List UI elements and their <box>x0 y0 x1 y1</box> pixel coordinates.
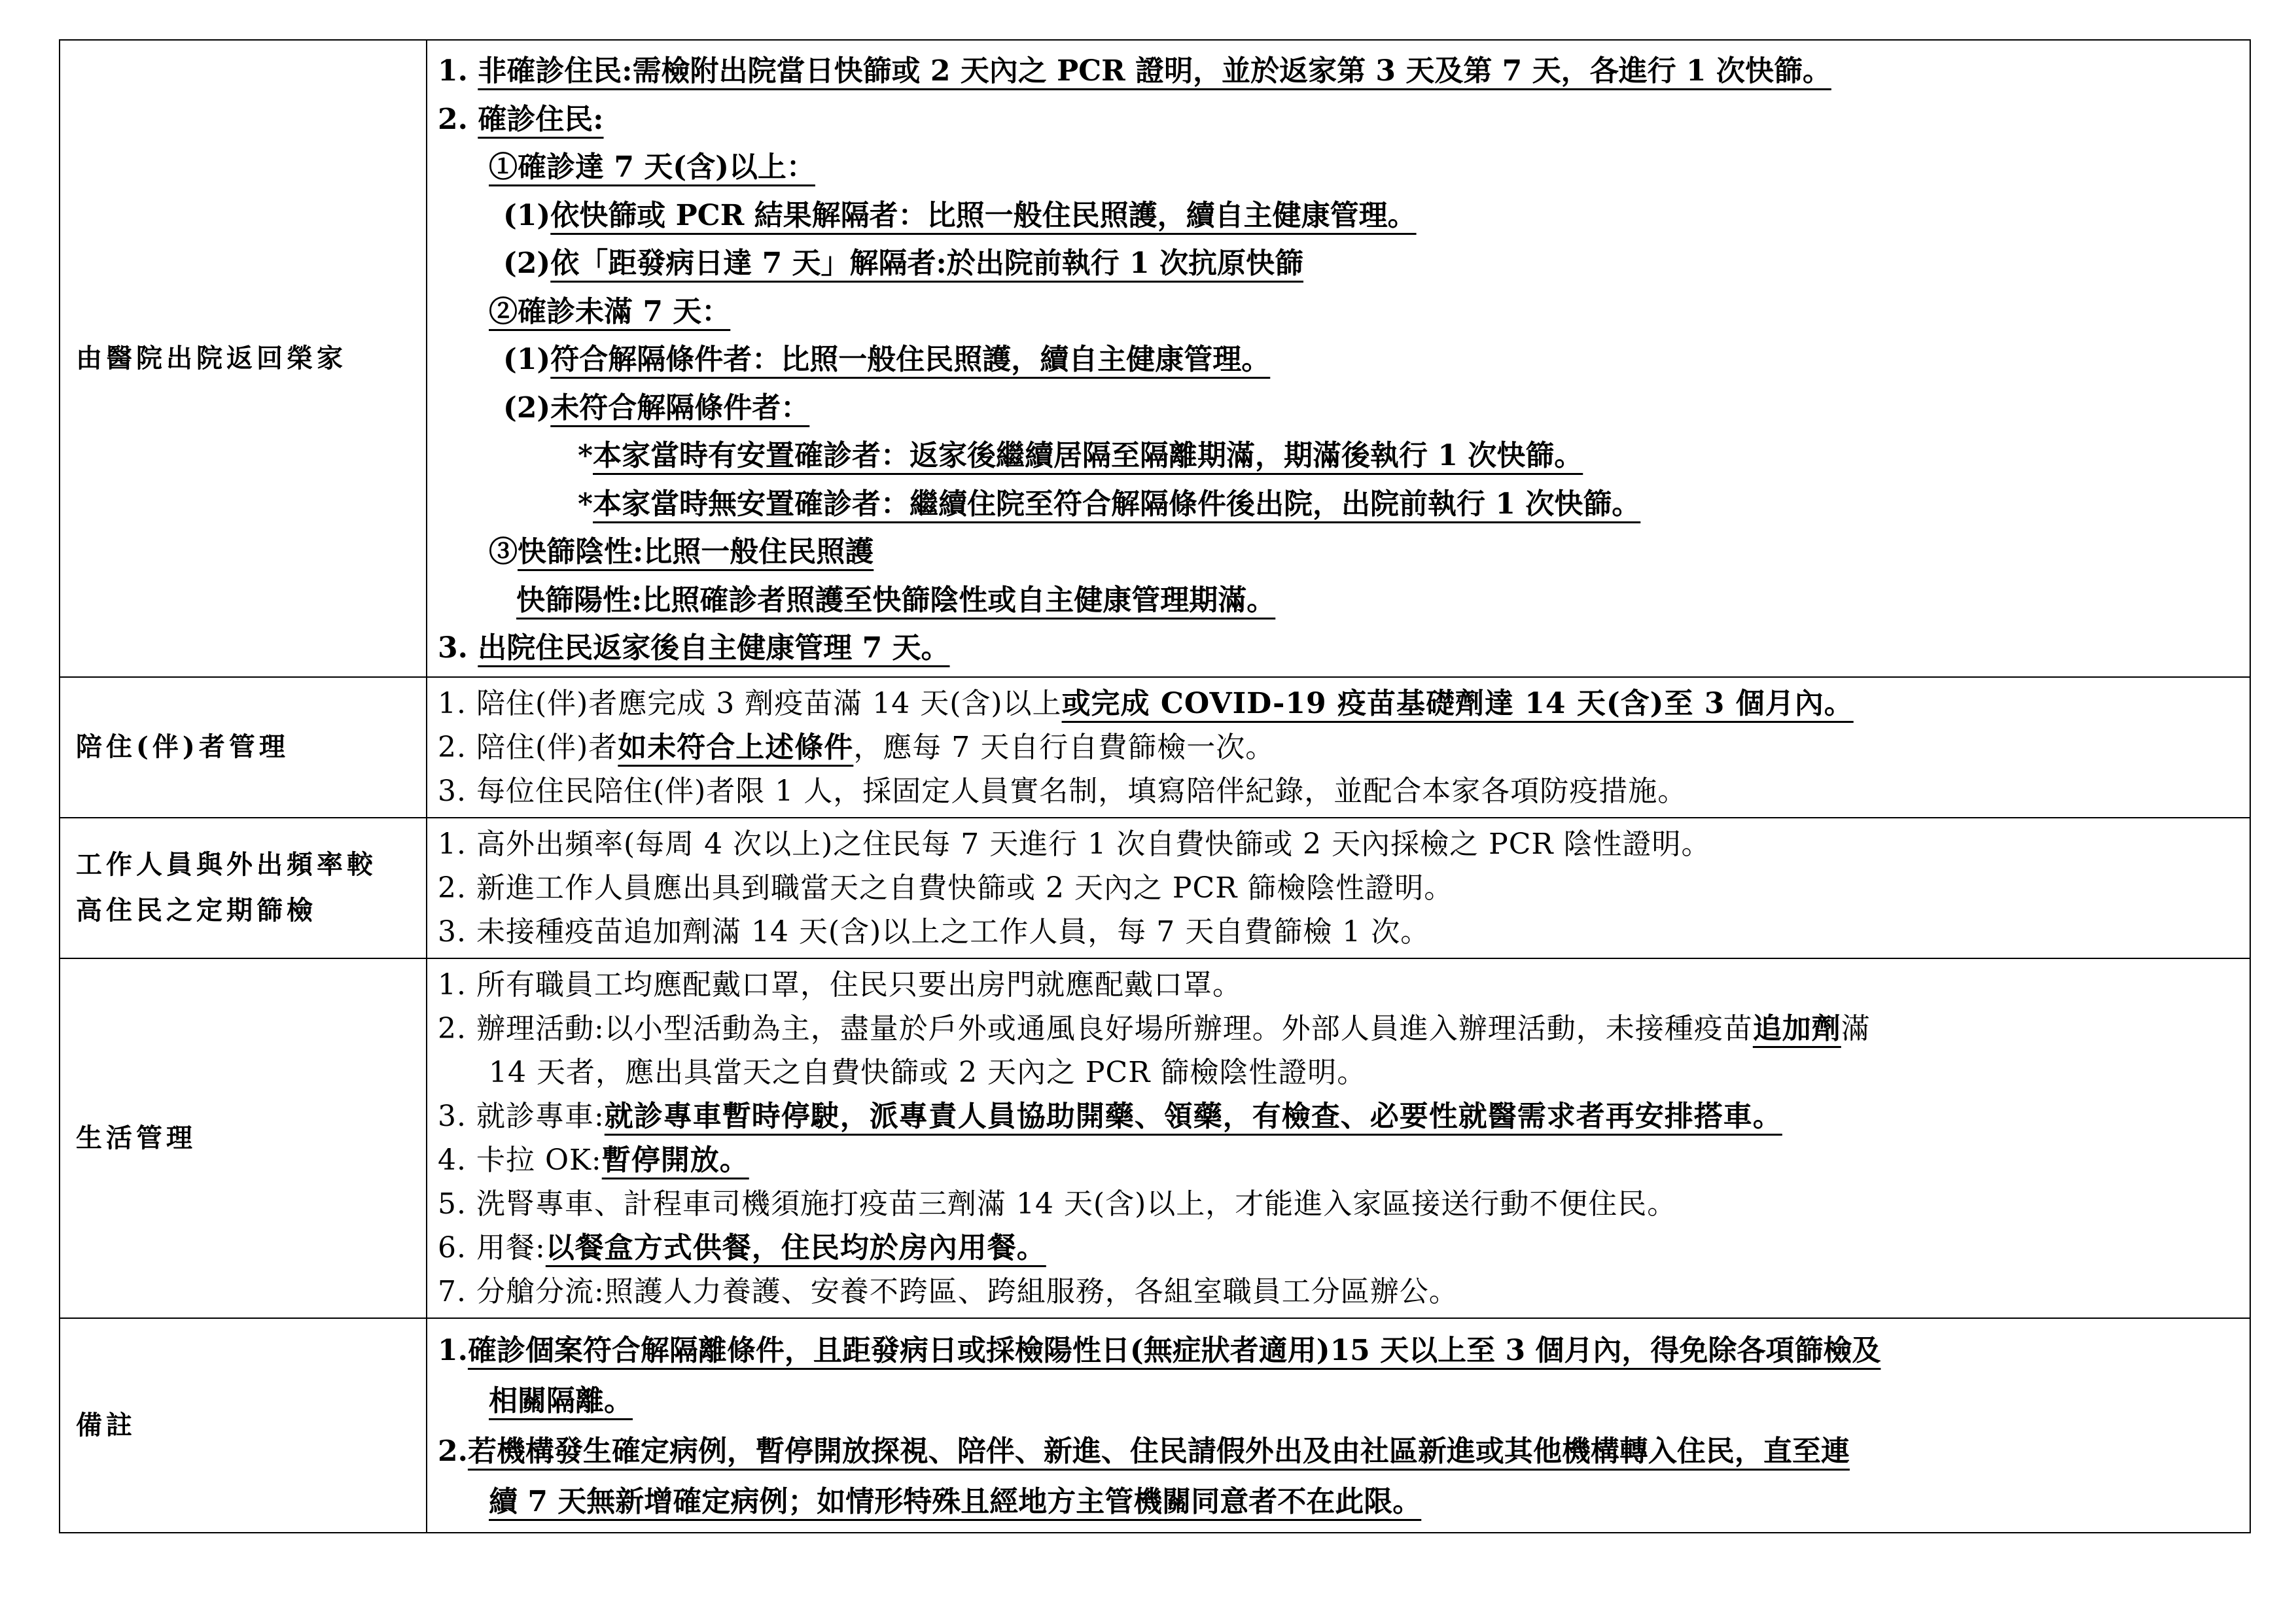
category-label: 由醫院出院返回榮家 <box>76 342 347 374</box>
item-text: 14 天者，應出具當天之自費快篩或 2 天內之 PCR 篩檢陰性證明。 <box>489 1055 1367 1089</box>
list-item <box>438 336 2236 384</box>
item-number: ③ <box>489 535 518 568</box>
item-bullet: * <box>578 439 593 472</box>
list-item <box>438 192 2236 240</box>
list-item <box>438 1226 2236 1270</box>
item-text: 本家當時無安置確診者：繼續住院至符合解隔條件後出院，出院前執行 1 次快篩。 <box>593 487 1641 521</box>
item-text: 快篩陰性:比照一般住民照護 <box>518 535 874 568</box>
item-number: 3. <box>438 631 478 665</box>
category-cell <box>60 677 427 818</box>
item-text: 確診個案符合解隔離條件，且距發病日或採檢陽性日(無症狀者適用)15 天以上至 3 個月內，得免除各項篩檢及 <box>467 1333 1881 1367</box>
content-cell <box>427 818 2250 958</box>
list-item <box>438 1325 2236 1376</box>
item-text: 確診住民: <box>478 102 604 136</box>
item-text: 依「距發病日達 7 天」解隔者:於出院前執行 1 次抗原快篩 <box>550 247 1304 280</box>
item-text: 本家當時有安置確診者：返家後繼續居隔至隔離期滿，期滿後執行 1 次快篩。 <box>593 439 1583 472</box>
table-row <box>60 677 2250 818</box>
category-label: 陪住(伴)者管理 <box>76 731 289 762</box>
item-text: 快篩陽性:比照確診者照護至快篩陰性或自主健康管理期滿。 <box>516 583 1276 617</box>
item-text: 滿 <box>1841 1011 1871 1045</box>
list-item <box>438 47 2236 96</box>
list-item: 2. 新進工作人員應出具到職當天之自費快篩或 2 天內之 PCR 篩檢陰性證明。 <box>438 871 1454 905</box>
list-item <box>438 1426 2236 1476</box>
content-cell <box>427 40 2250 677</box>
table-row <box>60 40 2250 677</box>
item-text: 5. 洗腎專車、計程車司機須施打疫苗三劑滿 14 天(含)以上，才能進入家區接送行動不便住民。 <box>438 1187 1677 1221</box>
item-number: 1. <box>438 54 478 88</box>
list-item <box>438 624 2236 672</box>
item-text: 未符合解隔條件者： <box>550 391 810 425</box>
list-item <box>438 963 2236 1007</box>
list-item <box>438 480 2236 529</box>
item-number: (2) <box>503 391 551 425</box>
item-number: (1) <box>503 343 551 376</box>
category-cell <box>60 818 427 958</box>
list-item <box>438 1094 2236 1138</box>
item-text: 3. 就診專車: <box>438 1099 605 1133</box>
list-item <box>438 725 2236 769</box>
category-label: 高住民之定期篩檢 <box>76 895 317 926</box>
list-item <box>438 432 2236 480</box>
item-text: 3. 每位住民陪住(伴)者限 1 人，採固定人員實名制，填寫陪伴紀錄，並配合本家各項防疫措施。 <box>438 774 1687 808</box>
item-text-emphasis: 或完成 COVID-19 疫苗基礎劑達 14 天(含)至 3 個月內。 <box>1061 686 1854 720</box>
item-text-emphasis: 追加劑 <box>1752 1011 1841 1045</box>
item-number: (2) <box>503 247 551 280</box>
list-item <box>438 96 2236 144</box>
list-item: 3. 未接種疫苗追加劑滿 14 天(含)以上之工作人員，每 7 天自費篩檢 1 次。 <box>438 915 1430 949</box>
list-item <box>438 1270 2236 1314</box>
list-item <box>438 1476 2236 1527</box>
item-text: ②確診未滿 7 天： <box>489 294 731 328</box>
list-item <box>438 288 2236 336</box>
category-label: 生活管理 <box>76 1122 196 1153</box>
list-item <box>438 1182 2236 1226</box>
category-label: 工作人員與外出頻率較 <box>76 849 377 880</box>
content-cell <box>427 1318 2250 1533</box>
item-text: 相關隔離。 <box>489 1384 633 1418</box>
item-text: 符合解隔條件者：比照一般住民照護，續自主健康管理。 <box>550 343 1271 376</box>
item-text: 1. 所有職員工均應配戴口罩，住民只要出房門就應配戴口罩。 <box>438 968 1242 1002</box>
list-item <box>438 1376 2236 1426</box>
category-cell <box>60 40 427 677</box>
category-label: 備註 <box>76 1409 136 1440</box>
item-number: 1. <box>438 1333 468 1367</box>
content-cell <box>427 677 2250 818</box>
category-cell <box>60 1318 427 1533</box>
item-text-emphasis: 如未符合上述條件 <box>618 730 854 764</box>
epidemic-prevention-table <box>59 39 2251 1533</box>
list-item <box>438 384 2236 432</box>
item-text: 6. 用餐: <box>438 1230 546 1265</box>
item-text: 若機構發生確定病例，暫停開放探視、陪伴、新進、住民請假外出及由社區新進或其他機構轉入住民，直至連 <box>467 1434 1850 1468</box>
list-item <box>438 528 2236 576</box>
table-row <box>60 818 2250 958</box>
item-number: 2. <box>438 102 478 136</box>
table-row <box>60 1318 2250 1533</box>
item-number: 2. <box>438 1434 468 1468</box>
category-cell <box>60 958 427 1318</box>
item-text: 1. 陪住(伴)者應完成 3 劑疫苗滿 14 天(含)以上 <box>438 686 1062 720</box>
item-bullet: * <box>578 487 593 521</box>
item-text: 2. 辦理活動:以小型活動為主，盡量於戶外或通風良好場所辦理。外部人員進入辦理活動，未接種疫苗 <box>438 1011 1753 1045</box>
item-text-emphasis: 以餐盒方式供餐，住民均於房內用餐。 <box>545 1230 1046 1265</box>
table-row <box>60 958 2250 1318</box>
item-number: (1) <box>503 198 551 232</box>
list-item <box>438 1051 2236 1094</box>
list-item <box>438 239 2236 288</box>
item-text: 2. 陪住(伴)者 <box>438 730 618 764</box>
item-text-emphasis: 暫停開放。 <box>601 1143 749 1177</box>
list-item <box>438 576 2236 625</box>
item-text: 出院住民返家後自主健康管理 7 天。 <box>478 631 950 665</box>
content-cell <box>427 958 2250 1318</box>
item-text: 7. 分艙分流:照護人力養護、安養不跨區、跨組服務，各組室職員工分區辦公。 <box>438 1274 1458 1308</box>
list-item <box>438 1138 2236 1182</box>
item-text: ，應每 7 天自行自費篩檢一次。 <box>853 730 1275 764</box>
list-item <box>438 1007 2236 1051</box>
list-item <box>438 682 2236 725</box>
item-text: ①確診達 7 天(含)以上： <box>489 150 815 184</box>
list-item <box>438 769 2236 813</box>
item-text: 非確診住民:需檢附出院當日快篩或 2 天內之 PCR 證明，並於返家第 3 天及第 7 天，各進行 1 次快篩。 <box>478 54 1831 88</box>
item-text: 依快篩或 PCR 結果解隔者：比照一般住民照護，續自主健康管理。 <box>550 198 1417 232</box>
list-item <box>438 143 2236 192</box>
item-text: 4. 卡拉 OK: <box>438 1143 602 1177</box>
item-text: 續 7 天無新增確定病例；如情形特殊且經地方主管機關同意者不在此限。 <box>489 1484 1422 1518</box>
item-text-emphasis: 就診專車暫時停駛，派專責人員協助開藥、領藥，有檢查、必要性就醫需求者再安排搭車。 <box>604 1099 1782 1133</box>
list-item: 1. 高外出頻率(每周 4 次以上)之住民每 7 天進行 1 次自費快篩或 2 天內採檢之 PCR 陰性證明。 <box>438 827 1711 861</box>
